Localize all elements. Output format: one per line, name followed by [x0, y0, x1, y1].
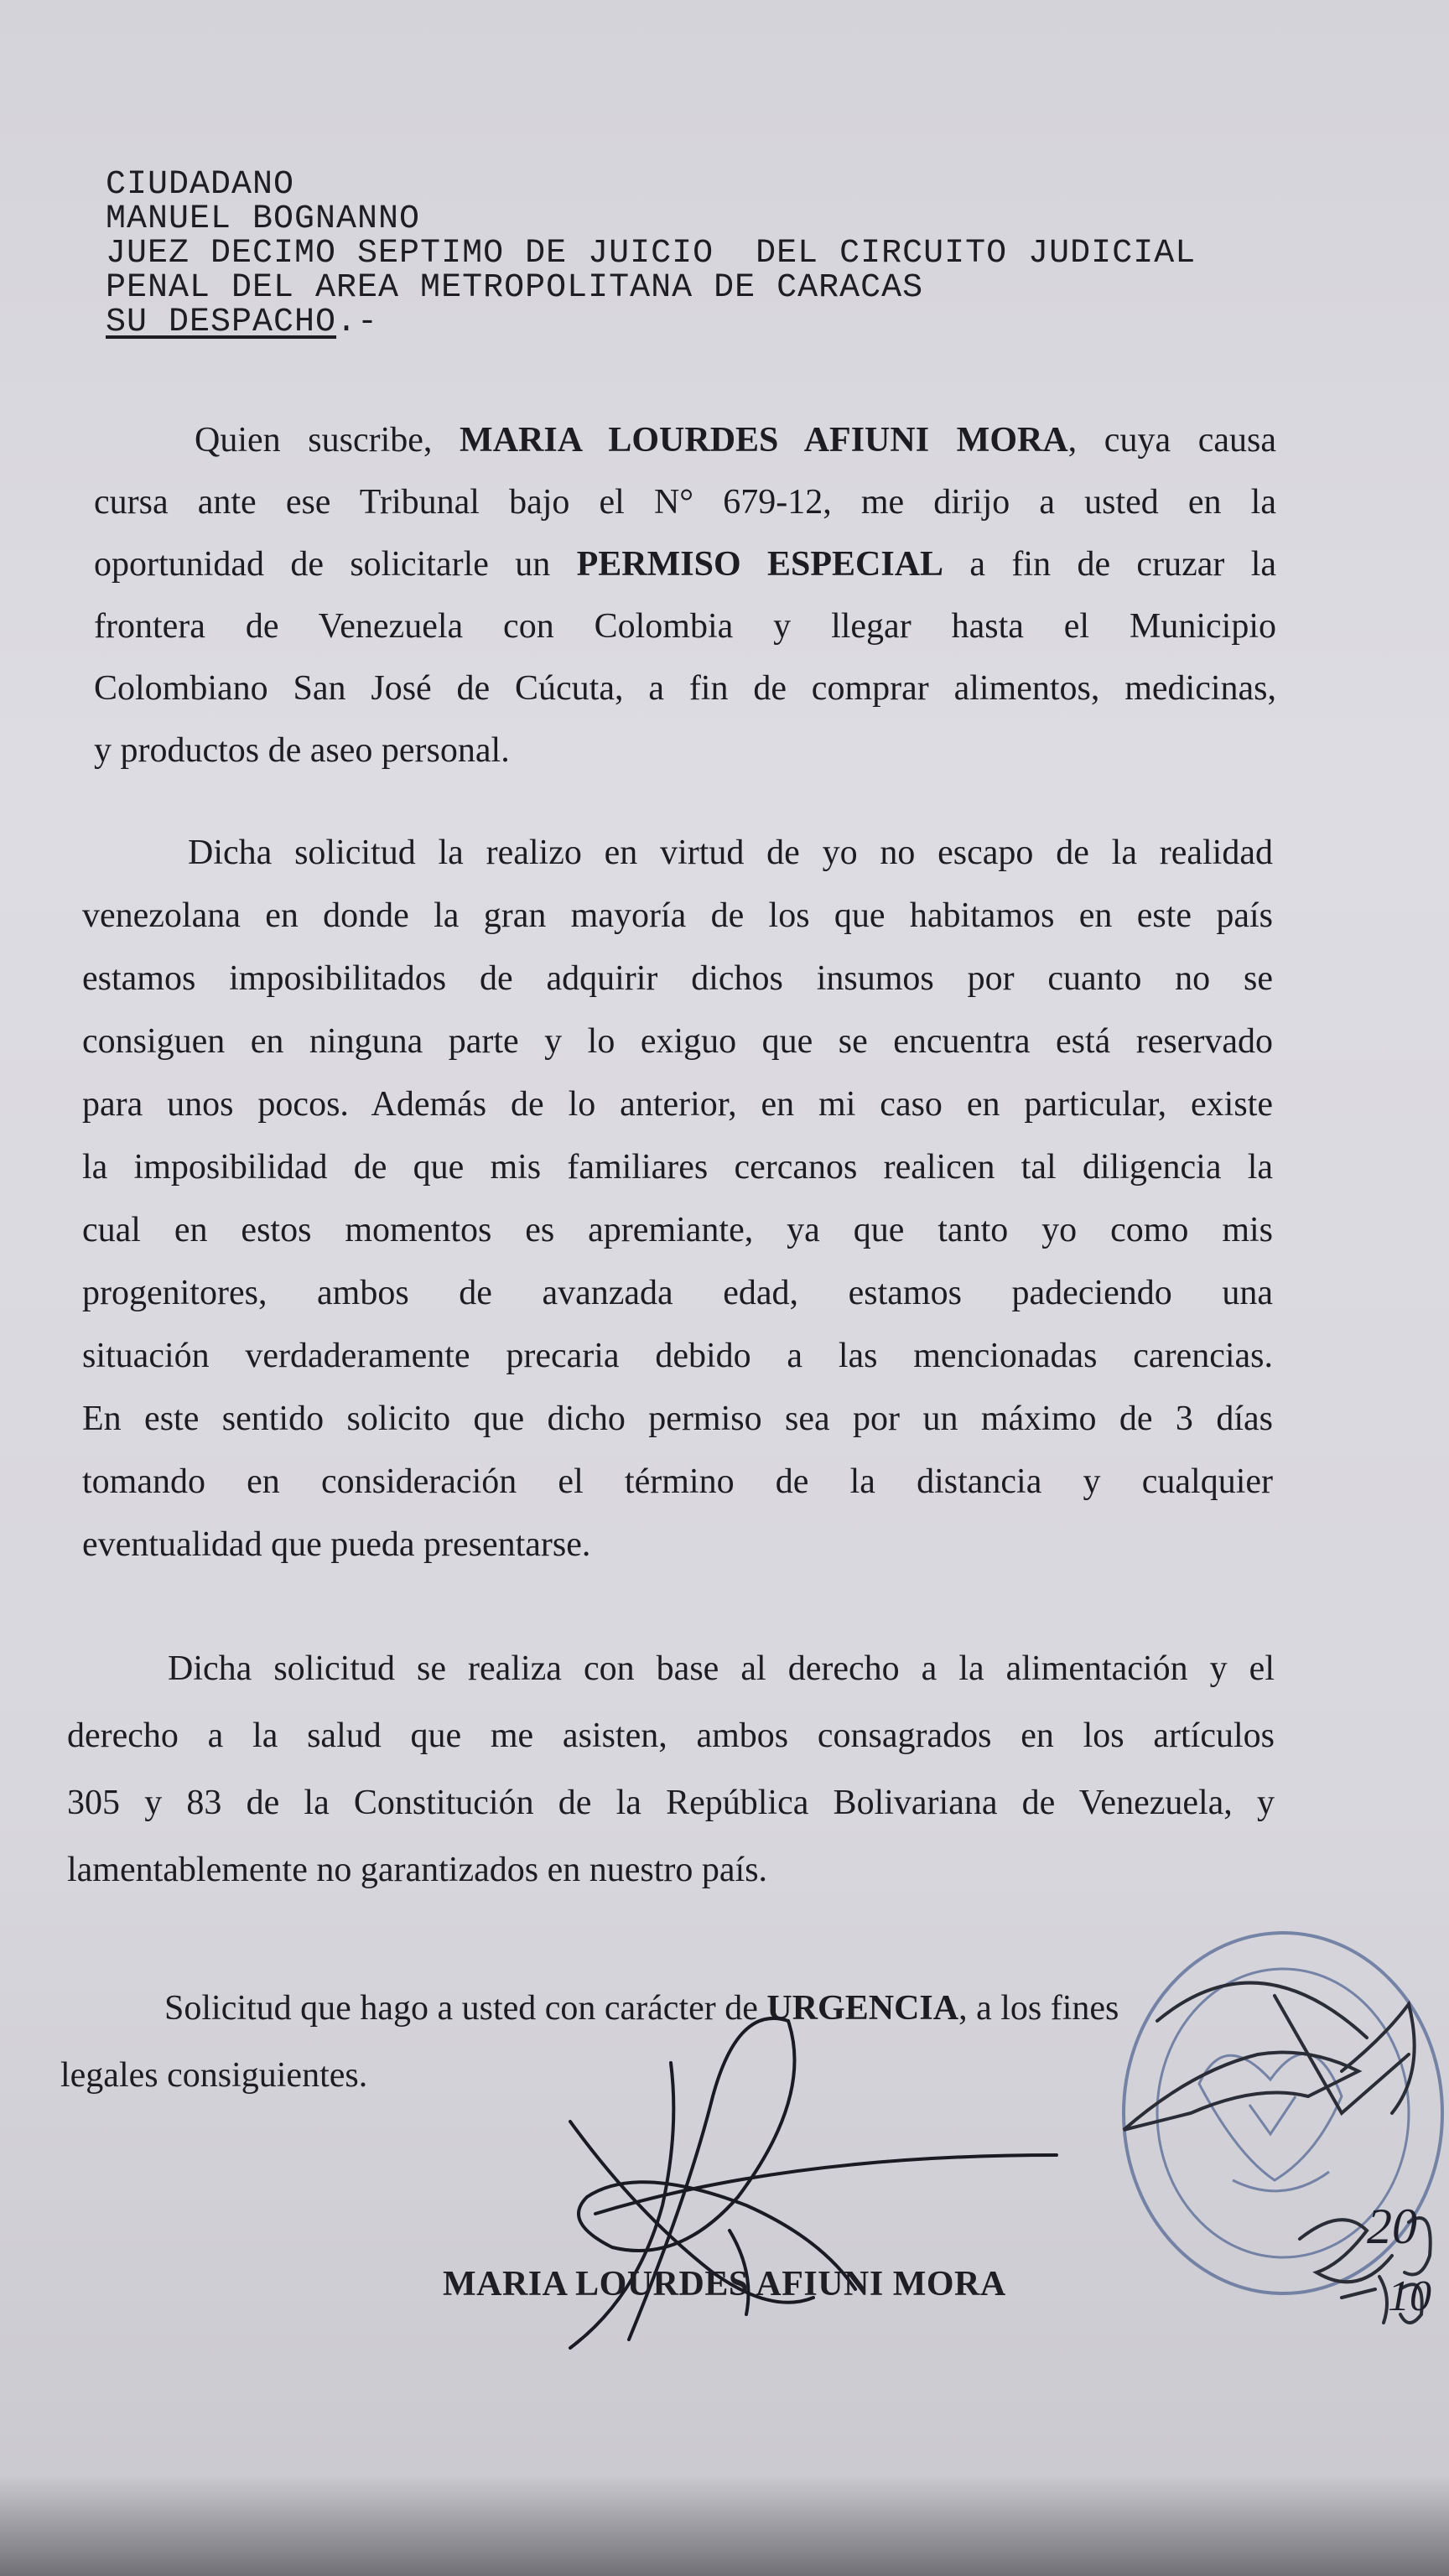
text-line: Dicha solicitud la realizo en virtud de yo no escapo de la realidad: [188, 834, 1273, 872]
addressee-office: SU DESPACHO.-: [106, 304, 379, 341]
text-line: progenitores, ambos de avanzada edad, estamos padeciendo una: [82, 1274, 1273, 1312]
text-line: cual en estos momentos es apremiante, ya que tanto yo como mis: [82, 1211, 1273, 1249]
page-shadow: [0, 2475, 1449, 2576]
addressee-position-cont: PENAL DEL AREA METROPOLITANA DE CARACAS: [106, 269, 924, 307]
text-line: En este sentido solicito que dicho permiso sea por un máximo de 3 días: [82, 1400, 1273, 1438]
handwritten-number: 20: [1367, 2199, 1417, 2254]
paragraph-legal-basis: [67, 1635, 1275, 1903]
text-line: venezolana en donde la gran mayoría de los que habitamos en este país: [82, 896, 1273, 935]
paragraph-request: [94, 409, 1276, 782]
text-line: Colombiano San José de Cúcuta, a fin de comprar alimentos, medicinas,: [94, 669, 1276, 708]
text-line: tomando en consideración el término de la distancia y cualquier: [82, 1462, 1273, 1501]
text-line: situación verdaderamente precaria debido a las mencionadas carencias.: [82, 1337, 1273, 1375]
signatory-name: MARIA LOURDES AFIUNI MORA: [443, 2265, 1006, 2303]
text-line: eventualidad que pueda presentarse.: [82, 1525, 591, 1564]
text-line: derecho a la salud que me asisten, ambos consagrados en los artículos: [67, 1716, 1275, 1755]
text-line: frontera de Venezuela con Colombia y llegar hasta el Municipio: [94, 607, 1276, 646]
text-line: oportunidad de solicitarle un PERMISO ESPECIAL a fin de cruzar la: [94, 545, 1276, 584]
addressee-name: MANUEL BOGNANNO: [106, 200, 421, 238]
text-line: cursa ante ese Tribunal bajo el N° 679-12, me dirijo a usted en la: [94, 483, 1276, 522]
addressee-position: JUEZ DECIMO SEPTIMO DE JUICIO DEL CIRCUITO JUDICIAL: [106, 235, 1197, 273]
text-line: para unos pocos. Además de lo anterior, en mi caso en particular, existe: [82, 1085, 1273, 1124]
paragraph-justification: [82, 822, 1273, 1576]
text-line: 305 y 83 de la Constitución de la República Bolivariana de Venezuela, y: [67, 1784, 1275, 1822]
addressee-title: CIUDADANO: [106, 166, 295, 204]
text-line: lamentablemente no garantizados en nuestro país.: [67, 1851, 768, 1889]
addressee-block: [106, 168, 1313, 340]
text-line: la imposibilidad de que mis familiares cercanos realicen tal diligencia la: [82, 1148, 1273, 1187]
text-line: Quien suscribe, MARIA LOURDES AFIUNI MORA, cuya causa: [195, 421, 1276, 460]
text-line: consiguen en ninguna parte y lo exiguo que se encuentra está reservado: [82, 1022, 1273, 1061]
text-line: legales consiguientes.: [60, 2056, 368, 2095]
text-line: Solicitud que hago a usted con carácter de URGENCIA, a los fines: [164, 1989, 1119, 2028]
text-line: y productos de aseo personal.: [94, 731, 510, 770]
text-line: estamos imposibilitados de adquirir dichos insumos por cuanto no se: [82, 959, 1273, 998]
text-line: Dicha solicitud se realiza con base al derecho a la alimentación y el: [168, 1649, 1275, 1688]
court-seal-stamp: [1090, 1903, 1449, 2373]
folio-number: 10: [1388, 2272, 1431, 2320]
